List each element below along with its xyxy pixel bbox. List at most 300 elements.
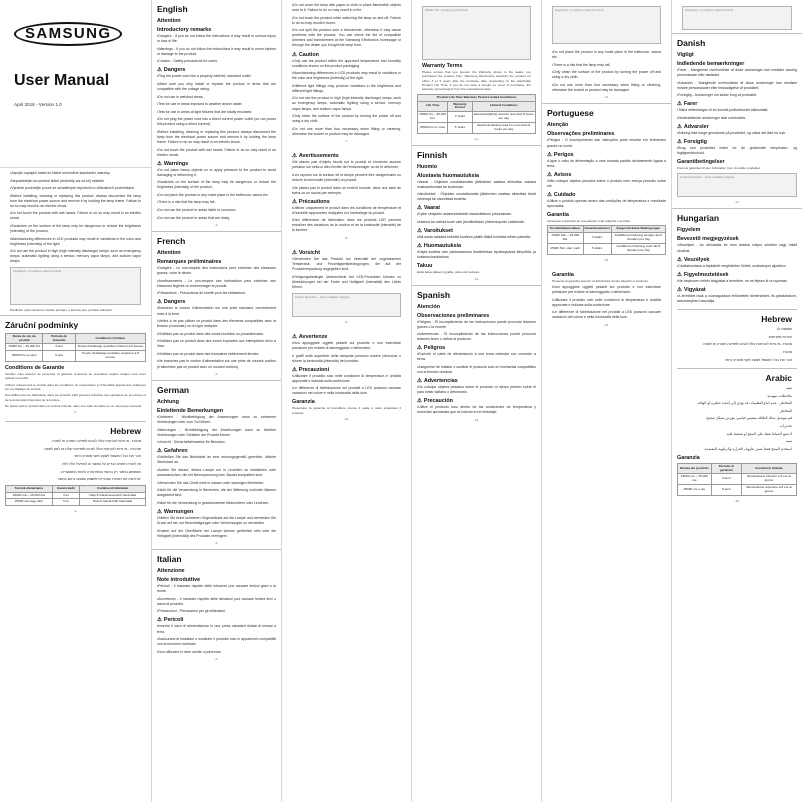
he-wt-r0c0: 15000 óra ~ 25.000 óra: [6, 492, 53, 499]
english-continued: [282, 0, 411, 137]
he-wt-r0c1: 3 év: [52, 492, 80, 499]
page-number: -6-: [214, 657, 219, 662]
en-danger-3: • Test for use in areas exposed to weather and/or water.: [157, 102, 276, 107]
en-wt-r1c1: 5 Years: [448, 122, 473, 133]
column-1: [0, 0, 152, 802]
english-head: English: [157, 4, 188, 14]
en-wt-r0c2: Electrical lighting used for less than 8 hours per day: [472, 112, 535, 123]
es-intro-1: • Advertencias - El incumplimiento de las instrucciones puede provocar lesiones leves o daños al producto.: [417, 332, 536, 342]
column-4: [412, 0, 542, 802]
en-warning-1: • Scratches on the surface of the lamp may be dangerous or reduce the brightness (intensity) of the product.: [157, 180, 276, 190]
en-wt-title: Product Life Time Warranty Period Limited Conditions: [418, 94, 536, 101]
en-caution-head: ⚠ Caution: [292, 52, 401, 58]
en-intro-0: • Dangers - If you do not follow the instructions it may result in serious injury or loss of life.: [157, 34, 276, 44]
pt-intro-head: Observações preliminares: [547, 131, 615, 138]
es-warn-0: • No coloque objetos pesados sobre el producto ni ejerza presión sobre él para evitar dañarlo o deformarlo.: [417, 385, 536, 395]
it-wt-r1c1: 5 anni: [711, 485, 741, 496]
da-warranty-head: Garantibetingelser: [677, 159, 725, 166]
cover-meta: April 2016 - Version 1.0: [14, 102, 62, 107]
portuguese-head: Portuguese: [542, 103, 671, 119]
page-number: -3-: [214, 223, 219, 228]
it-danger-0: • Inserire il cavo di alimentazione in una presa standard dotata di messa a terra.: [157, 624, 276, 634]
it-intro-1: • Avvertenze - Il mancato rispetto delle istruzioni può causare lesioni lievi o danni al prodotto.: [157, 597, 276, 607]
en-danger-7: • Do not touch the product with wet hands. Failure to do so may result in an electric shock.: [157, 148, 276, 158]
cz-warranty-intro: Předložte výše uvedenou záruku prodejci, u kterého jste výrobek zakoupili.: [10, 308, 113, 313]
he-wt-col-0: Termék élettartama: [6, 485, 53, 492]
page-number: -14-: [603, 95, 610, 100]
de-danger-4: • Nicht für die Verwendung in geschlossenen Beleuchtern oder Leuchten.: [157, 501, 276, 506]
table-row: [418, 122, 536, 133]
it-wt-r0c1: 3 anni: [711, 474, 741, 485]
compliance-image-2: [552, 6, 661, 44]
ar-warn-0: لا تضع أجسامًا ثقيلة على المنتج أو تضغط عليه.: [725, 431, 792, 436]
en-warning-5: • Do not use the product in areas that are dusty.: [157, 216, 276, 221]
da-intro-1: • Advarsler - Manglende overholdelse af disse anvisninger kan medføre mindre personskader eller beskadigelse af produktet.: [677, 81, 797, 91]
de-wt-r0c1: 3 Jahre: [583, 233, 611, 244]
wt-r1c0: 25000 hrs ou plus: [6, 351, 43, 362]
de-danger-head: ⚠ Gefahren: [157, 448, 276, 454]
fr-caution-1: Des différences de fabrication dans les produits LED peuvent entraîner des variations de la couleur et de la luminosité (intensité) de la lumière.: [5, 393, 146, 402]
fr-danger-0: • Branchez le cordon d'alimentation sur une prise standard, correctement mise à la terre.: [157, 306, 276, 316]
it-warn-0: • Non appoggiare oggetti pesanti sul prodotto e non esercitare pressione per evitare di danneggiarlo o deformarlo.: [292, 341, 401, 351]
en2-warn-3: • There is a risk that the lamp may fail.: [552, 63, 661, 68]
ar-intro-head: ملاحظات تمهيدية: [767, 393, 792, 398]
pt-warranty-head: Garantia: [547, 211, 569, 218]
es-warranty-head: Garantía: [552, 271, 574, 278]
danish-diagram: [677, 173, 797, 197]
de-wt-r0c2: Ausfälle bei Nutzung weniger als 8 Stunden pro Tag: [611, 233, 665, 244]
en-caution-2: • Different light fittings may produce variations in the brightness and different light fittings.: [292, 84, 401, 94]
table-row: [6, 499, 146, 506]
wt-r0c2: Temps d'éclairage quotidien inférieur à 8 heures: [75, 344, 145, 351]
de-warning-0: • Stellen Sie keine schweren Gegenstände auf die Lampe und vermeiden Sie Druck auf sie, um Beschädigungen oder Verformungen zu vermeiden.: [157, 516, 276, 526]
hu-intro-0: • Veszélyek - Az útmutatás be nem tartása súlyos sérülést vagy halált okozhat.: [677, 243, 797, 253]
en-wt-col-0: Life Time: [418, 101, 448, 112]
fi-intro-0: • Vaarat - Ohjeiden noudattamatta jättäminen saattaa aiheuttaa vakavia loukkaantumisia tai kuoleman.: [417, 180, 536, 190]
table-row: [6, 351, 146, 362]
it-intro-2: • Precauzioni - Precauzioni per gli utilizzatori.: [157, 609, 276, 614]
czech-danger-1: • Zapojte napájecí kabel do řádně uzemněné standardní zásuvky.: [10, 171, 141, 176]
hu-caut-0: • A terméket csak a csomagoláson feltüntetett hőmérséklet- és páratartalom-tartományban használja.: [677, 294, 797, 304]
fr-warning-2: Ne placez pas le produit dans un endroit humide, dans une salle de bains ou un sauna par exemple.: [5, 404, 143, 409]
compliance-caption: Regulatory / compliance statement block: [13, 270, 62, 274]
en-warning-3: • There is a risk that the lamp may fail.: [157, 200, 276, 205]
page-number: -16-: [603, 322, 610, 327]
german-head: German: [152, 380, 281, 396]
it-wt-r0c2: Illuminazione inferiore a 8 ore al giorno: [741, 474, 796, 485]
fi-danger-head: ⚠ Vaarat: [417, 205, 536, 211]
wt-r0c1: 3 ans: [43, 344, 75, 351]
page-number: -7-: [344, 139, 349, 144]
he-wt-r1c0: 25000 óra vagy több: [6, 499, 53, 506]
he-wt-col-2: Korlátozott feltételek: [80, 485, 146, 492]
it-warning-head: ⚠ Avvertenze: [292, 334, 401, 340]
page-number: -8-: [344, 236, 349, 240]
fi-warn-0: • Älä aseta raskaita esineitä tuotteen päälle äläkä kohdista siihen painetta.: [417, 235, 536, 240]
en-warning-4: • Do not use the product in areas liable to corrosion.: [157, 208, 276, 213]
ar-danger-head: المخاطر: [779, 408, 792, 413]
symbols-caption: WEEE / CE / recycling symbol block: [425, 9, 469, 12]
hebrew-lower-section: [0, 418, 151, 482]
de-attention-head: Achtung: [157, 399, 179, 406]
it-wt-r0c0: 15000 ore ~ 25.000 ore: [678, 474, 712, 485]
fi-warning-head: ⚠ Varoitukset: [417, 228, 536, 234]
de-caut-0: • Verwenden Sie das Produkt nur innerhalb der zugelassenen Temperatur- und Feuchtigkeitsbedingungen, die auf der Produktverpackung angegeben sind.: [292, 257, 401, 272]
it-danger-1: • Assicurarsi di installare o sostituire il prodotto solo in apparecchi compatibili con la tensione nominale.: [157, 637, 276, 647]
it-wt-col-2: Condizioni limitate: [741, 463, 796, 474]
column-2: [152, 0, 282, 802]
czech-warning-1: • Nepokládejte na výrobek těžké předměty ani na něj netlačte.: [10, 179, 141, 184]
it-intro-head: Note introduttive: [157, 577, 201, 584]
compliance-image-3: [682, 6, 792, 30]
fr-caut-0: • Utilisez uniquement le produit dans les conditions de température et d'humidité approuvées indiquées sur l'emballage du produit.: [292, 206, 401, 216]
page-number: -9-: [344, 319, 349, 324]
fr-danger-1: • Veillez à ne pas utiliser ce produit dans des éléments compatibles avec la tension (nominale) ou du type indiquée.: [157, 319, 276, 329]
it-caut-0: • Utilizzare il prodotto solo nelle condizioni di temperatura e umidità approvate e indicate sulla confezione.: [292, 374, 401, 384]
it-warn-1: • I graffi sulla superficie della lampada possono essere pericolosi o ridurre la luminosità (intensità) del prodotto.: [292, 354, 401, 364]
de-caut-1: • Fertigungsbedingte Unterschiede bei LED-Produkten können zu Abweichungen bei der Farbe und Helligkeit (Intensität) des Lichts führen.: [292, 275, 401, 290]
en-wt-r1c2: Electrical lighting used for more than 8 hours per day: [472, 122, 535, 133]
en-wt-col-2: Limited Conditions: [472, 101, 535, 112]
he-warning-0: אין להניח חפצים כבדים על המוצר או להפעיל עליו לחץ.: [61, 462, 141, 467]
he2-intro-head: הערות מקדימות: [768, 334, 792, 339]
he-wt-r0c2: Napi 8 óránál kevesebb használat: [80, 492, 146, 499]
top-compliance: [542, 0, 671, 44]
cover-panel: [0, 22, 151, 168]
en-caution-5: • Do not use more than four necessary when fitting or cleaning, otherwise the socket or product may be damaged.: [292, 127, 401, 137]
wt-r1c2: Temps d'éclairage quotidien supérieur à 8 heures: [75, 351, 145, 362]
en-danger-10: • Do not spill the product onto a transformer, otherwise it may cause problems with the product. You can check the list of compatible dimmers and transformers at the Samsung Electronics homepage or through the dealer you bought the lamp from.: [292, 28, 401, 48]
column-3: [282, 0, 412, 802]
da-diagram-caption: Product illustration – lamp installation diagram: [680, 176, 735, 180]
de-wt-col-1: Garantiezeitraum: [583, 226, 611, 233]
fr-warranty-intro: Veuillez vous assurer de présenter la garantie ci-dessus au revendeur auprès duquel vous avez acheté le produit.: [5, 372, 146, 381]
warranty-table-en: [417, 94, 536, 134]
de-danger-1: • Achten Sie darauf, dieses Lampe nur in Leuchten zu installieren oder auszutauschen, die mit Nennspannung bzw. Bauart kompatibel sind.: [157, 468, 276, 478]
fr-warn-0: • Ne placez pas d'objets lourds sur le produit et n'exercez aucune pression sur celui-ci afin d'éviter de l'endommager ou de le déformer.: [292, 160, 401, 170]
spanish-continued: [542, 266, 671, 321]
da-warranty-intro: Fremvis garantien til den forhandler, hvor du købte produktet.: [677, 166, 761, 171]
es-danger-1: • Asegúrese de instalar o sustituir el producto solo en luminarias compatibles con la tensión nominal.: [417, 365, 536, 375]
page-number: -4-: [214, 372, 219, 377]
da-danger-0: • Tilslut netledningen til en korrekt jordforbundet stikkontakt.: [677, 108, 797, 113]
da-danger-1: • Nedenstående anvisninger skal overholdes.: [677, 116, 797, 121]
compliance-caption-2: Regulatory / compliance statement block: [555, 9, 604, 12]
fi-caution-head: ⚠ Huomautuksia: [417, 243, 536, 249]
product-diagram: [292, 293, 401, 317]
de-wt-r1c0: 25000 Std. oder mehr: [548, 243, 584, 254]
fr-danger-head: ⚠ Dangers: [157, 299, 276, 305]
wt-col-0: Durée de vie du produit: [6, 333, 43, 344]
page-number: -1-: [73, 410, 78, 415]
fi-warranty-head: Takuu: [417, 263, 433, 270]
de-danger-2: • Verwenden Sie das Gerät nicht in nassen oder staubigen Bereichen.: [157, 481, 276, 486]
czech-warranty-head: Záruční podmínky: [0, 315, 151, 331]
hebrew-head: Hebrew: [5, 421, 146, 437]
en-caution-4: • Only clean the surface of the product by turning the power off and using a dry cloth.: [292, 114, 401, 124]
french-continued: [282, 147, 411, 233]
en-intro-2: • Caution - Safety precautions for users.: [157, 59, 276, 64]
he2-attention: תשומת לב: [776, 327, 792, 332]
hu-attention-head: Figyelem: [677, 227, 701, 234]
brand-name: SAMSUNG: [14, 22, 122, 46]
it-danger-2: • Non utilizzare in aree umide o polverose.: [157, 650, 276, 655]
he-intro-1: אזהרות - אי-ציות להוראות עלול לגרום לפציעות קלות או לנזק למוצר.: [42, 446, 141, 451]
conditions-garantie-head: Conditions de Garantie: [5, 365, 65, 372]
hebrew-section-6: [672, 306, 802, 362]
hu-warn-0: • Ne helyezzen nehéz tárgyakat a termékre, és ne fejtsen ki rá nyomást.: [677, 279, 797, 284]
warranty-table-de: [547, 225, 666, 254]
en-warranty-head: Warranty Terms: [422, 63, 463, 69]
fr-caution-head: ⚠ Précautions: [292, 199, 401, 205]
fr-intro-2: • Précautions - Précautions de sûreté pour les utilisateurs.: [157, 291, 276, 296]
table-row: [548, 233, 666, 244]
de-intro-0: • Gefahren - Nichtbefolgung der Anweisungen kann zu schweren Verletzungen oder zum Tod führen.: [157, 415, 276, 425]
wt-col-2: Conditions Limitées: [75, 333, 145, 344]
czech-section: [0, 168, 151, 313]
fr-danger-3: • N'utilisez pas ce produit dans des zones exposées aux intempéries et/ou à l'eau.: [157, 339, 276, 349]
ar-attention: تنبيه: [785, 386, 792, 391]
table-row: [6, 344, 146, 351]
ar-caut-0: استخدم المنتج فقط ضمن ظروف الحرارة والرطوبة المعتمدة.: [703, 446, 792, 451]
en-danger-head: ⚠ Dangers: [157, 67, 276, 73]
top-note-6: [672, 0, 802, 30]
page-number: -15-: [603, 257, 610, 262]
table-row: [678, 485, 797, 496]
warranty-table-cz: [5, 333, 146, 362]
fi-caut-0: • Käytä tuotetta vain pakkauksessa ilmoitetuissa hyväksytyissä lämpötila- ja kosteusolosuhteissa.: [417, 250, 536, 260]
en-danger-6: • Before installing, cleaning or replacing this product, always disconnect the lamp from the electrical power source and remove it by holding the lamp frame. Failure to do so may result in an electric shock.: [157, 130, 276, 145]
fr-warning-head: ⚠ Avertissements: [292, 153, 401, 159]
table-row: [548, 243, 666, 254]
es-intro-0: • Peligros - El incumplimiento de las instrucciones puede provocar lesiones graves o la muerte.: [417, 320, 536, 330]
es2-p1: • Utilizzare il prodotto solo nelle condizioni di temperatura e umidità approvate e indicate sulla confezione.: [552, 298, 661, 308]
ar-intro-0: المخاطر - عدم اتباع التعليمات قد يؤدي إلى إصابة خطيرة أو الوفاة.: [697, 401, 792, 406]
de-danger-0: • Schließen Sie das Netzkabel an eine ordnungsgemäß geerdete, übliche Steckdose an.: [157, 455, 276, 465]
fr-danger-2: • N'utilisez pas ce produit dans des zones humides ou poussiéreuses.: [157, 332, 276, 337]
hebrew-head-2: Hebrew: [677, 309, 797, 325]
en-danger-1: • Make sure you only install or replace the product in items that are compatible with the voltage rating.: [157, 82, 276, 92]
fr-danger-5: • Ne branchez pas le cordon d'alimentation sur une prise de courant continu (n'alimentez pas ce produit avec un courant continu).: [157, 359, 276, 369]
it-warr-title: Garanzia: [677, 454, 700, 461]
en2-caut-5: • Do not use more than four necessary when fitting or cleaning, otherwise the socket or product may be damaged.: [552, 83, 661, 93]
de-warning-1: • Kratzer auf der Oberfläche der Lampe können gefährlich sein oder die Helligkeit (Intensität) des Produkts verringern.: [157, 529, 276, 539]
french-head: French: [152, 231, 281, 247]
he-warranty: יש להציג את תעודת האחריות למשווק שממנו נרכש המוצר.: [56, 477, 141, 482]
de-warning-head: ⚠ Warnungen: [157, 509, 276, 515]
de-danger-3: • Nicht für die Verwendung in Bereichen, die der Witterung und/oder Wasser ausgesetzt sind.: [157, 488, 276, 498]
de-intro-1: • Warnungen - Nichtbefolgung der Anweisungen kann zu leichten Verletzungen oder Schäden am Produkt führen.: [157, 428, 276, 438]
hu-danger-head: ⚠ Veszélyek: [677, 257, 797, 263]
fr-intro-1: • Avertissements - Le non-respect des instructions peut entraîner des blessures légères ou endommager le produit.: [157, 279, 276, 289]
en-danger-8: • Do not cover the lamp with paper or cloth or place flammable objects near to it. Failure to do so may result in a fire.: [292, 3, 401, 13]
page-number: -17-: [734, 200, 740, 205]
da-intro-head: Indledende bemærkninger: [677, 61, 745, 67]
hungarian-head: Hungarian: [672, 208, 802, 224]
czech-caution-1: • Výrobek používejte pouze ve schválených teplotních a vlhkostních podmínkách.: [10, 186, 141, 191]
table-row: [678, 474, 797, 485]
en-danger-5: • Do not plug the power cord into a direct current power outlet (do not power this product using a direct current).: [157, 117, 276, 127]
column-5: [542, 0, 672, 802]
en-caution-3: • Do not use the product in high (high intensity discharge) lamps, such as emergency lamps, automatic lighting using a sensor, mercury vapor lamps, and sodium vapor lamps.: [292, 96, 401, 111]
danish-head: Danish: [672, 33, 802, 49]
fi-danger-1: • Asenna tai vaihda tuote vain jännitteeltaan yhteensopiviin valaisimiin.: [417, 220, 536, 225]
de-wt-col-2: Eingeschränkte Bedingungen: [611, 226, 665, 233]
cz-extra-5: • Do not use the product in high (high intensity discharge) lamps, such as emergency lamps, automatic lighting using a sensor, mercury vapor lamps, and sodium vapor lamps.: [10, 249, 141, 264]
fr-attention-head: Attention: [157, 250, 181, 257]
warranty-table-it: [677, 463, 797, 496]
es2-p2: • Le differenze di fabbricazione nei prodotti a LED possono causare variazioni nel colore e nella luminosità della luce.: [552, 310, 661, 320]
page-number: -18-: [734, 498, 740, 503]
he2-intro-0: סכנות - אי-ציות להוראות עלול לגרום לפציעה חמורה או למוות.: [702, 342, 792, 347]
page-number: -2-: [73, 509, 78, 514]
de-wt-r1c1: 5 Jahre: [583, 243, 611, 254]
da-intro-0: • Farer - Manglende overholdelse af disse anvisninger kan medføre alvorlig personskade eller dødsfald.: [677, 68, 797, 78]
he-wt-r1c1: 5 év: [52, 499, 80, 506]
cz-extra-1: • Before installing, cleaning or replacing this product, always disconnect the lamp from the electrical power source and remove it by holding the lamp frame. Failure to do so may result in an electric shock.: [10, 194, 141, 209]
fi-attention-head: Huomio: [417, 163, 438, 170]
en2-warn-2: • Do not place the product in any moist place in the bathroom, sauna etc.: [552, 50, 661, 60]
page-title: User Manual: [14, 72, 110, 89]
cz-extra-3: • Scratches on the surface of the lamp may be dangerous or reduce the brightness (intensity) of the product.: [10, 224, 141, 234]
pt-danger-head: ⚠ Perigos: [547, 152, 666, 158]
es-caution-head: ⚠ Precaución: [417, 398, 536, 404]
en-wt-r0c0: 15000 hrs ~ 25,000 hrs: [418, 112, 448, 123]
fi-intro-head: Alustavia huomautuksia: [417, 172, 480, 179]
en-warning-2: • Do not place the product in any moist place in the bathroom, sauna etc.: [157, 193, 276, 198]
warranty-table-he: [5, 485, 146, 507]
es2-p0: • Non appoggiare oggetti pesanti sul prodotto e non esercitare pressione per evitare di danneggiarlo o deformarlo.: [552, 285, 661, 295]
en-danger-9: • Do not touch the product while switching the lamp on and off. Failure to do so may result in burns.: [292, 16, 401, 26]
it-intro-0: • Pericoli - Il mancato rispetto delle istruzioni può causare lesioni gravi o la morte.: [157, 584, 276, 594]
fr-danger-4: • N'utilisez pas ce produit dans des luminaires entièrement fermés.: [157, 352, 276, 357]
it-wt-col-1: Periodo di garanzia: [711, 463, 741, 474]
he-wt-col-1: Garanciaidő: [52, 485, 80, 492]
italian-head: Italian: [152, 549, 281, 565]
hu-danger-0: • Csatlakoztassa a tápkábelt megfelelően földelt, szabványos aljzathoz.: [677, 264, 797, 269]
compliance-image: [10, 267, 141, 305]
en-danger-2: • Do not use in wet/dust areas.: [157, 95, 276, 100]
arabic-head: Arabic: [677, 368, 797, 384]
fr-intro-0: • Dangers - Le non-respect des instructions peut entraîner des blessures graves, voire le décès.: [157, 266, 276, 276]
da-intro-2: • Forsigtig - Anvisninger om sikker brug af produktet.: [677, 93, 797, 98]
spanish-head: Spanish: [412, 285, 541, 301]
pt-attention-head: Atenção: [547, 122, 569, 129]
it-caut-1: • Le differenze di fabbricazione nei prodotti a LED possono causare variazioni nel colore e nella luminosità della luce.: [292, 386, 401, 396]
pt-danger-0: • Ligue o cabo de alimentação a uma tomada padrão devidamente ligada à terra.: [547, 159, 666, 169]
en-caution-0: • Only use the product within the approved temperature and humidity conditions shown on the product packaging.: [292, 59, 401, 69]
es-danger-0: • Enchufe el cable de alimentación a una toma estándar con conexión a tierra.: [417, 352, 536, 362]
pt-caut-0: • Utilize o produto apenas dentro das condições de temperatura e humidade aprovadas.: [547, 199, 666, 209]
en-intro-1: • Warnings - If you do not follow the instructions it may result in minor injuries or damage to the product.: [157, 47, 276, 57]
da-caut-0: • Brug kun produktet inden for de godkendte temperatur- og fugtighedsforhold.: [677, 146, 797, 156]
wt-r0c0: 15000 hrs ~ 25,000 hrs: [6, 344, 43, 351]
english-warranty-block: [412, 0, 541, 92]
de-intro-2: • Vorsicht - Sicherheitshinweise für Benutzer.: [157, 440, 276, 445]
hu-warning-head: ⚠ Figyelmeztetések: [677, 272, 797, 278]
page-number: -10-: [343, 417, 350, 422]
fr-intro-head: Remarques préliminaires: [157, 259, 222, 266]
page-number: -11-: [473, 136, 480, 141]
pt-caution-head: ⚠ Cuidado: [547, 192, 666, 198]
de-wt-r0c0: 15000 Std. ~ 25.000 Std.: [548, 233, 584, 244]
page-number: -13-: [473, 417, 480, 422]
cz-extra-4: • Manufacturing differences in LED products may result in variations in the color and brightness (intensity) of the light.: [10, 237, 141, 247]
arabic-section: [672, 365, 802, 452]
wt-col-1: Période de Garantie: [43, 333, 75, 344]
german-continued: [282, 244, 411, 317]
he-danger-0: חבר את כבל החשמל לשקע תקני מוארק כראוי.: [72, 454, 141, 459]
pt-warning-head: ⚠ Avisos: [547, 172, 666, 178]
it-wt-col-0: Durata del prodotto: [678, 463, 712, 474]
page-number: -12-: [473, 276, 480, 281]
es-warranty-intro: Presente la garantía anterior al distribuidor donde adquirió el producto.: [552, 278, 649, 283]
ar-caution-head: تنبيه: [785, 439, 792, 444]
en-wt-r0c1: 3 Years: [448, 112, 473, 123]
es-danger-head: ⚠ Peligros: [417, 345, 536, 351]
da-warning-head: ⚠ Advarsler: [677, 124, 797, 130]
en-danger-0: • Plug the power cord into a properly earthed, standard outlet.: [157, 74, 276, 79]
it-wt-r1c0: 25000 ore o più: [678, 485, 712, 496]
fi-intro-1: • Varoitukset - Ohjeiden noudattamatta jättäminen saattaa aiheuttaa lieviä vammoja tai vaurioittaa tuotetta.: [417, 192, 536, 202]
he-wt-r1c2: Napi 8 óránál több használat: [80, 499, 146, 506]
cz-extra-2: • Do not touch the product with wet hands. Failure to do so may result in an electric shock.: [10, 211, 141, 221]
de-intro-head: Einleitende Bemerkungen: [157, 408, 224, 415]
table-row: [418, 112, 536, 123]
it-warranty-head: Garanzia: [292, 399, 315, 406]
fr-caution-0: Utilisez uniquement le produit dans les conditions de température et d'humidité approuvées indiquées sur l'emballage du produit.: [5, 382, 146, 392]
pt-warn-0: • Não coloque objetos pesados sobre o produto nem exerça pressão sobre ele.: [547, 179, 666, 189]
en-intro-head: Introductory remarks: [157, 27, 212, 33]
en-attention-head: Attention: [157, 18, 181, 24]
es-warning-head: ⚠ Advertencias: [417, 378, 536, 384]
es-intro-head: Observaciones preliminares: [417, 312, 490, 319]
hu-intro-head: Bevezető megjegyzések: [677, 236, 739, 243]
en-danger-4: • Test for use in areas at light fixtures that are totally enclosed.: [157, 110, 276, 115]
italian-continued: [282, 328, 411, 415]
he2-danger-0: חבר את כבל החשמל לשקע תקני מוארק כראוי.: [723, 357, 792, 362]
english-overflow: [542, 47, 671, 93]
da-danger-head: ⚠ Farer: [677, 101, 797, 107]
compliance-caption-3: Regulatory / compliance statement block: [685, 9, 734, 12]
de-wt-r1c2: Ausfälle bei Nutzung mehr als 8 Stunden pro Tag: [611, 243, 665, 254]
da-warn-0: • Anbring ikke tunge genstande på produktet, og udsat det ikke for tryk.: [677, 131, 797, 136]
es-attention-head: Atención: [417, 303, 441, 310]
pt-intro-0: • Perigos - O incumprimento das instruções pode resultar em ferimentos graves ou morte.: [547, 138, 666, 148]
en-warning-0: • Do not place heavy objects on or apply pressure to the product to avoid damaging or deforming it.: [157, 168, 276, 178]
en-wt-col-1: Warranty Period: [448, 101, 473, 112]
en-wt-r1c0: 25000 hrs or more: [418, 122, 448, 133]
column-6: [672, 0, 802, 802]
fi-warranty-intro: Esitä takuu jälleenmyyjälle, jolta ostit tuotteen.: [417, 270, 481, 275]
fi-danger-0: • Kytke virtajohto asianmukaisesti maadoitettuun pistorasiaan.: [417, 212, 536, 217]
en-warning-head: ⚠ Warnings: [157, 161, 276, 167]
da-caution-head: ⚠ Forsigtig: [677, 139, 797, 145]
samsung-logo: [14, 22, 151, 46]
it-wt-r1c2: Illuminazione superiore a 8 ore al giorno: [741, 485, 796, 496]
he-caution-0: השתמש במוצר רק בתנאי טמפרטורה ולחות המאושרים.: [60, 469, 141, 474]
table-row: [6, 492, 146, 499]
fr-warn-2: • Ne placez pas le produit dans un endroit humide, dans une salle de bains ou un sauna par exemple.: [292, 186, 401, 196]
es-caut-0: • Utilice el producto solo dentro de las condiciones de temperatura y humedad aprobadas que se indican en el embalaje.: [417, 405, 536, 415]
it-danger-head: ⚠ Pericoli: [157, 617, 276, 623]
pt-warranty-intro: Apresente a garantia ao revendedor onde adquiriu o produto.: [547, 218, 631, 223]
en-caution-1: • Manufacturing differences in LED products may result in variations in the color and brightness (intensity) of the light.: [292, 71, 401, 81]
symbols-image: [422, 6, 531, 60]
ar-danger-0: قم بتوصيل سلك الطاقة بمقبس قياسي مؤرض بشكل صحيح.: [705, 416, 792, 421]
en-warranty-intro: Please ensure that you present the Warranty above to the dealer you purchased the product from. Samsung Electronics warrants the product for either 3 or 5 years after the purchase date, depending on the Applicable Product Life Time. If you do not have a receipt (or proof of purchase), the warranty period begins from the manufacture date.: [422, 70, 531, 92]
it-warranty-intro: Presentare la garanzia al rivenditore presso il quale è stato acquistato il prodotto.: [292, 406, 401, 415]
